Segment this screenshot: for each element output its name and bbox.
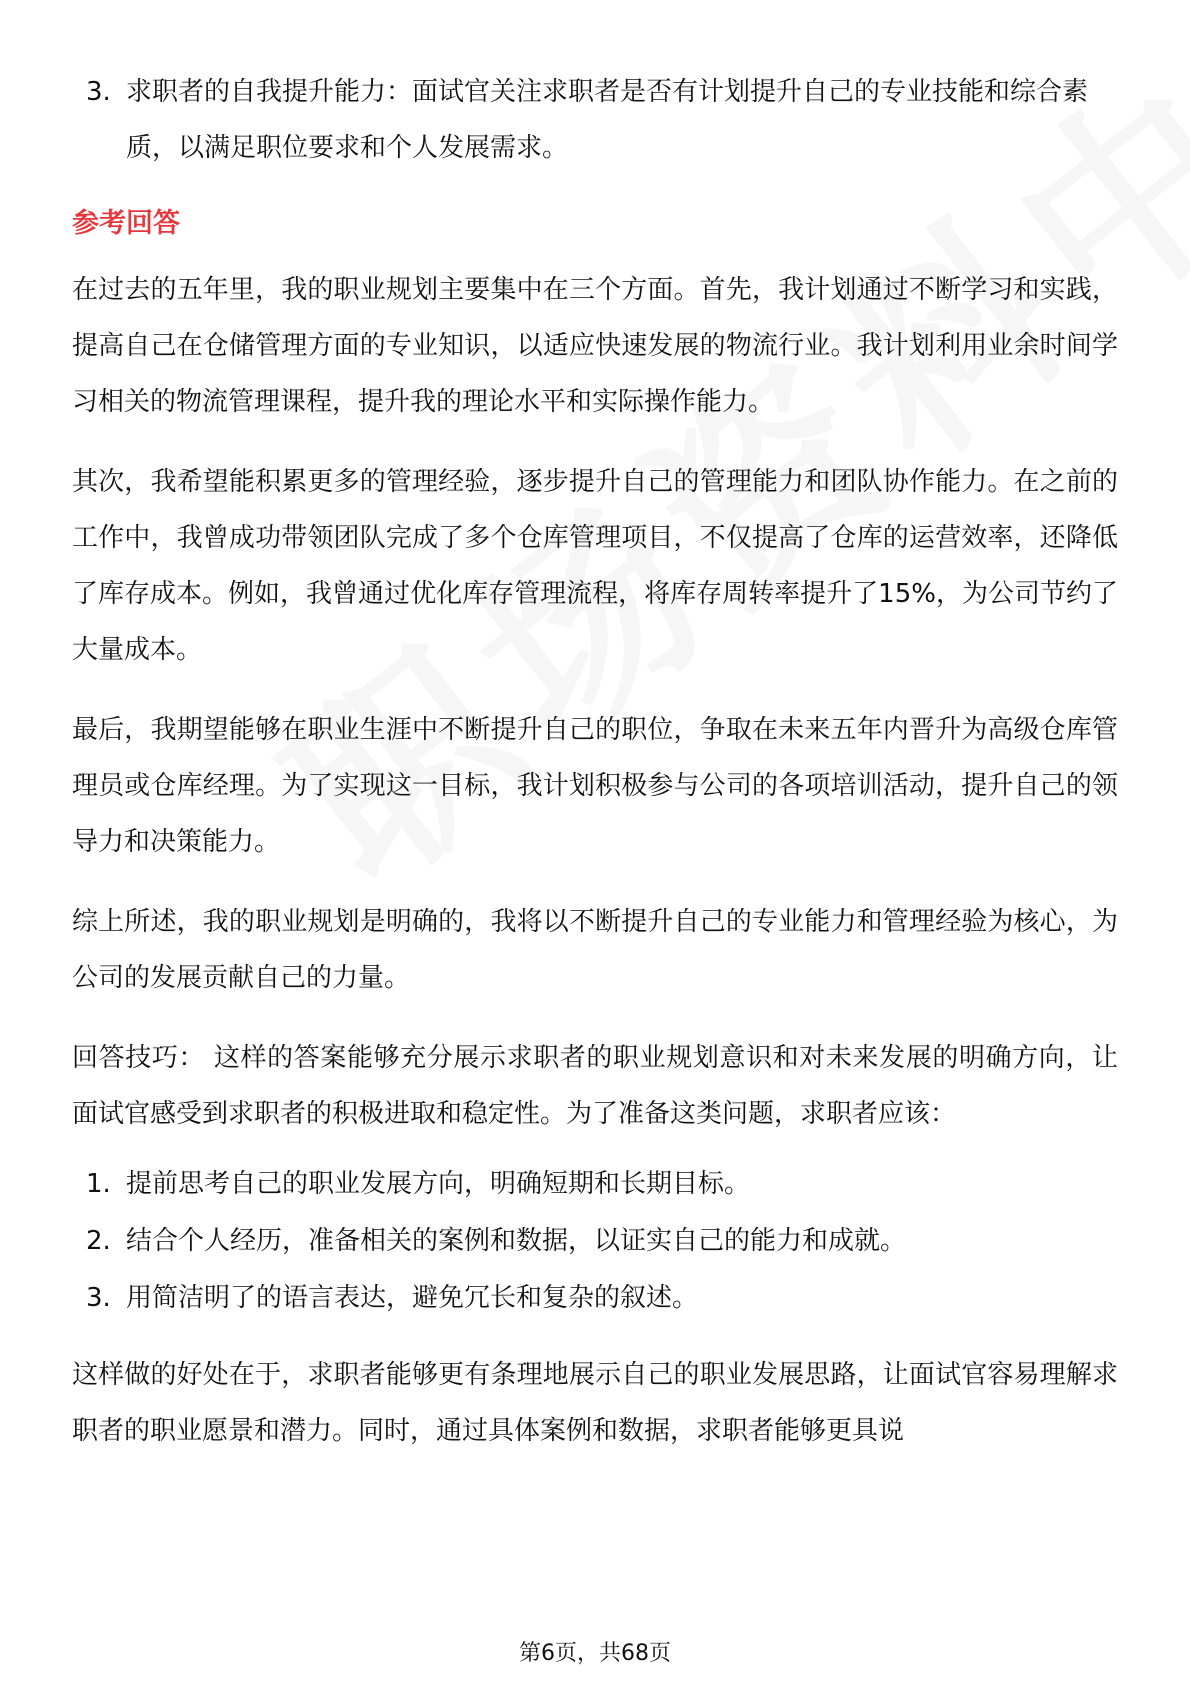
- list-item-text: 求职者的自我提升能力：面试官关注求职者是否有计划提升自己的专业技能和综合素质，以满足职位要求和个人发展需求。: [126, 77, 1089, 163]
- list-number: 2.: [86, 1226, 111, 1256]
- page-content: [72, 64, 1118, 1483]
- list-item-text: 结合个人经历，准备相关的案例和数据，以证实自己的能力和成就。: [126, 1226, 907, 1256]
- tips-list-item: [72, 1213, 1118, 1270]
- page-number-footer: 第6页，共68页: [519, 1641, 671, 1666]
- list-item-text: 提前思考自己的职业发展方向，明确短期和长期目标。: [126, 1169, 751, 1199]
- answer-paragraph-3: 最后，我期望能够在职业生涯中不断提升自己的职位，争取在未来五年内晋升为高级仓库管理员或仓库经理。为了实现这一目标，我计划积极参与公司的各项培训活动，提升自己的领导力和决策能力。: [72, 715, 1118, 857]
- tips-list: [72, 1156, 1118, 1327]
- section-title: 参考回答: [72, 208, 180, 239]
- list-number: 1.: [86, 1169, 111, 1199]
- tips-list-item: [72, 1270, 1118, 1327]
- answer-tips-paragraph: 回答技巧： 这样的答案能够充分展示求职者的职业规划意识和对未来发展的明确方向，让面试官感受到求职者的积极进取和稳定性。为了准备这类问题，求职者应该：: [72, 1043, 1118, 1129]
- list-number: 3.: [86, 77, 111, 107]
- tips-list-item: [72, 1156, 1118, 1213]
- requirement-item-3: [72, 64, 1118, 176]
- list-item-text: 用简洁明了的语言表达，避免冗长和复杂的叙述。: [126, 1283, 699, 1313]
- answer-paragraph-2: 其次，我希望能积累更多的管理经验，逐步提升自己的管理能力和团队协作能力。在之前的工作中，我曾成功带领团队完成了多个仓库管理项目，不仅提高了仓库的运营效率，还降低了库存成本。例如，我曾通过优化库存管理流程，将库存周转率提升了15%，为公司节约了大量成本。: [72, 467, 1118, 665]
- answer-paragraph-1: 在过去的五年里，我的职业规划主要集中在三个方面。首先，我计划通过不断学习和实践，提高自己在仓储管理方面的专业知识，以适应快速发展的物流行业。我计划利用业余时间学习相关的物流管理课程，提升我的理论水平和实际操作能力。: [72, 275, 1118, 417]
- answer-summary-paragraph: 综上所述，我的职业规划是明确的，我将以不断提升自己的专业能力和管理经验为核心，为公司的发展贡献自己的力量。: [72, 907, 1118, 993]
- list-number: 3.: [86, 1283, 111, 1313]
- closing-paragraph: 这样做的好处在于，求职者能够更有条理地展示自己的职业发展思路，让面试官容易理解求职者的职业愿景和潜力。同时，通过具体案例和数据，求职者能够更具说: [72, 1360, 1118, 1446]
